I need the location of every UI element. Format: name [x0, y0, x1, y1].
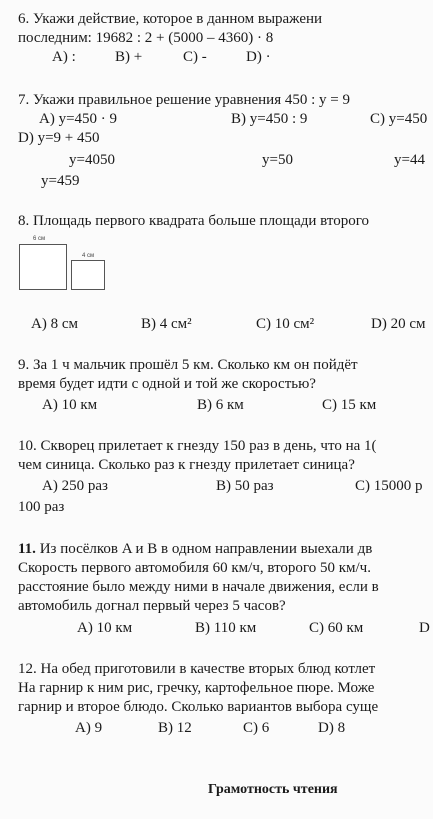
q8-option-a: A) 8 см [31, 316, 78, 332]
q10-text-line1: 10. Скворец прилетает к гнезду 150 раз в день, что на 1( [18, 438, 377, 454]
q12-option-b: B) 12 [158, 720, 192, 736]
q11-text-line4: автомобиль догнал первый через 5 часов? [18, 598, 286, 614]
q7-result-b: y=50 [262, 152, 293, 168]
q12-option-c: C) 6 [243, 720, 270, 736]
q11-text-line1 [18, 540, 372, 558]
q11-text-line3: расстояние было между ними в начале движения, если в [18, 579, 379, 595]
q11-option-d: D [419, 620, 430, 636]
q10-option-a: A) 250 раз [42, 478, 108, 494]
q12-text-line2: На гарнир к ним рис, гречку, картофельное пюре. Може [18, 680, 375, 696]
q8-option-d: D) 20 см [371, 316, 426, 332]
q6-text-line1: 6. Укажи действие, которое в данном выражени [18, 11, 323, 27]
q8-small-square [71, 260, 105, 290]
q10-text-line2: чем синица. Сколько раз к гнезду прилетает синица? [18, 457, 355, 473]
q8-small-square-label: 4 см [82, 253, 95, 259]
q6-option-c: C) - [183, 49, 207, 65]
q7-result-d: y=459 [41, 173, 80, 189]
q10-option-b: B) 50 раз [216, 478, 274, 494]
q8-big-square [19, 244, 67, 290]
q7-option-d: D) y=9 + 450 [18, 130, 100, 146]
q11-text-line2: Скорость первого автомобиля 60 км/ч, второго 50 км/ч. [18, 560, 371, 576]
q9-option-b: B) 6 км [197, 397, 244, 413]
q6-option-b: B) + [115, 49, 143, 65]
q6-option-a: A) : [52, 49, 76, 65]
q6-text-line2: последним: 19682 : 2 + (5000 – 4360) · 8 [18, 30, 274, 46]
q11-text-line1-body: Из посёлков A и B в одном направлении выехали дв [35, 541, 373, 557]
q12-text-line3: гарнир и второе блюдо. Сколько вариантов выбора суще [18, 699, 379, 715]
q9-text-line2: время будет идти с одной и той же скоростью? [18, 376, 316, 392]
q7-result-a: y=4050 [69, 152, 115, 168]
q7-text-line1: 7. Укажи правильное решение уравнения 450 : y = 9 [18, 92, 350, 108]
q12-option-d: D) 8 [318, 720, 346, 736]
q12-text-line1: 12. На обед приготовили в качестве вторых блюд котлет [18, 661, 376, 677]
q12-option-a: A) 9 [75, 720, 103, 736]
q7-option-a: A) y=450 · 9 [39, 111, 118, 127]
q9-option-a: A) 10 км [42, 397, 98, 413]
q8-text-line1: 8. Площадь первого квадрата больше площади второго [18, 213, 370, 229]
q9-option-c: C) 15 км [322, 397, 377, 413]
q10-option-c: C) 15000 р [355, 478, 423, 494]
q7-result-c: y=44 [394, 152, 425, 168]
q6-option-d: D) · [246, 49, 271, 65]
q11-number: 11. [18, 541, 36, 557]
q10-option-d: 100 раз [18, 499, 65, 515]
q8-big-square-label: 6 см [33, 236, 46, 242]
q7-option-c: C) y=450 [370, 111, 428, 127]
q11-option-c: C) 60 км [309, 620, 364, 636]
q9-text-line1: 9. За 1 ч мальчик прошёл 5 км. Сколько км он пойдёт [18, 357, 358, 373]
q7-option-b: B) y=450 : 9 [231, 111, 308, 127]
q11-option-b: B) 110 км [195, 620, 257, 636]
q8-option-c: C) 10 см² [256, 316, 315, 332]
q8-option-b: B) 4 см² [141, 316, 192, 332]
section-heading-reading-literacy: Грамотность чтения [208, 782, 338, 797]
q11-option-a: A) 10 км [77, 620, 133, 636]
